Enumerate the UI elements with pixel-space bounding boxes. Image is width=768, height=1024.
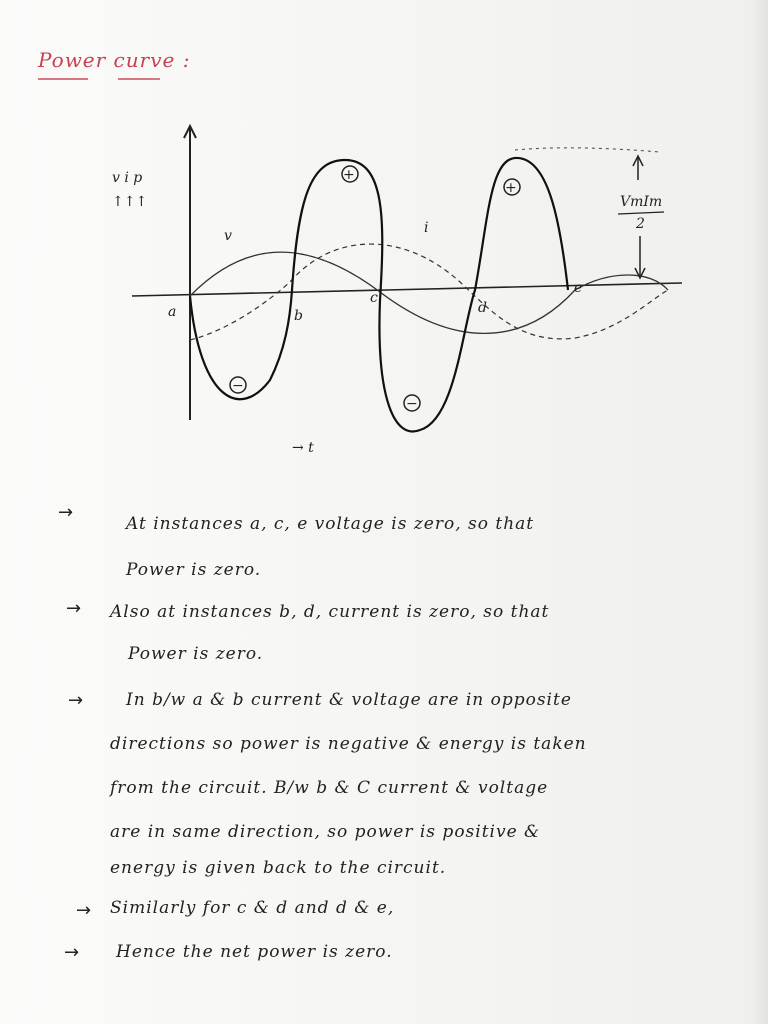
note-4-line-1: Similarly for c & d and d & e,: [110, 898, 395, 918]
minus-sign-2: −: [406, 396, 418, 412]
amplitude-numerator: VmIm: [620, 194, 663, 210]
power-curve-graph: [0, 0, 768, 470]
voltage-label: v: [224, 228, 232, 244]
page-title: Power curve :: [38, 48, 191, 72]
bullet-arrow-2: →: [66, 598, 82, 619]
note-2-line-2: Power is zero.: [128, 644, 264, 664]
point-b-label: b: [294, 308, 303, 324]
point-a-label: a: [168, 304, 177, 320]
vip-axis-label: v i p: [112, 170, 143, 186]
current-label: i: [424, 220, 429, 236]
point-c-label: c: [370, 290, 378, 306]
point-e-label: e: [574, 280, 583, 296]
bullet-arrow-5: →: [64, 942, 80, 963]
point-d-label: d: [478, 300, 487, 316]
fraction-bar: [618, 212, 664, 214]
plus-sign-2: +: [505, 180, 517, 196]
amplitude-reference-line: [515, 148, 660, 152]
bullet-arrow-4: →: [76, 900, 92, 921]
power-curve: [190, 158, 568, 432]
note-2-line-1: Also at instances b, d, current is zero, so that: [110, 602, 550, 622]
vip-axis-arrows: ↑↑↑: [112, 194, 148, 210]
note-3-line-2: directions so power is negative & energy is taken: [110, 734, 587, 754]
time-axis-label: → t: [292, 440, 314, 456]
note-3-line-3: from the circuit. B/w b & C current & voltage: [110, 778, 549, 798]
current-curve: [190, 244, 668, 340]
minus-sign-1: −: [232, 378, 244, 394]
note-3-line-5: energy is given back to the circuit.: [110, 858, 447, 878]
amplitude-denominator: 2: [636, 216, 645, 232]
note-1-line-2: Power is zero.: [126, 560, 262, 580]
note-3-line-4: are in same direction, so power is positive &: [110, 822, 541, 842]
plus-sign-1: +: [343, 167, 355, 183]
note-5-line-1: Hence the net power is zero.: [116, 942, 393, 962]
bullet-arrow-1: →: [58, 502, 74, 523]
note-3-line-1: In b/w a & b current & voltage are in opposite: [126, 690, 572, 710]
bullet-arrow-3: →: [68, 690, 84, 711]
note-1-line-1: At instances a, c, e voltage is zero, so that: [126, 514, 535, 534]
x-axis: [132, 283, 682, 296]
